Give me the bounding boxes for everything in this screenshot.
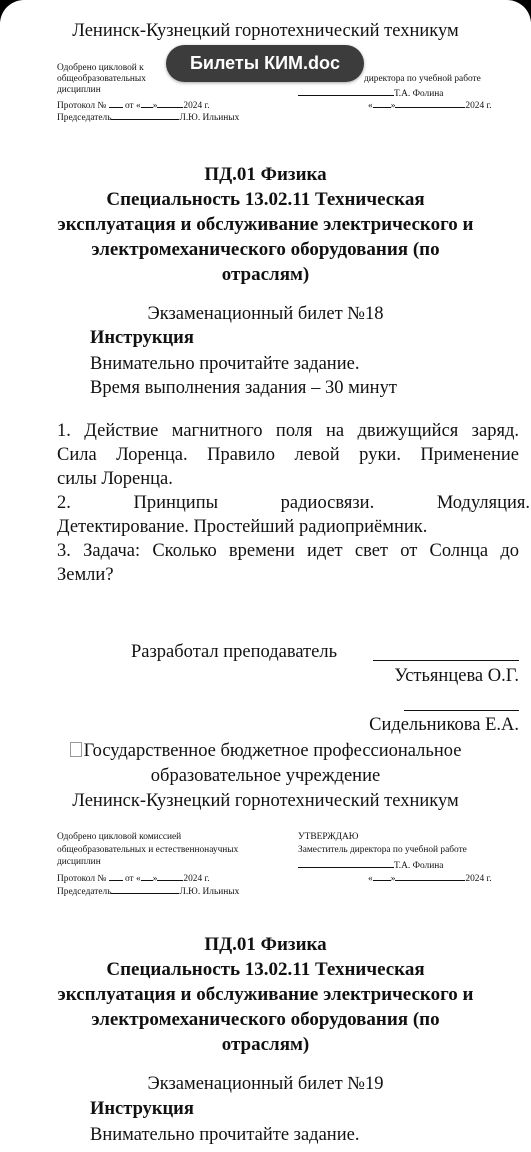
chairman-line — [57, 110, 239, 124]
director2-signature-blank — [298, 858, 394, 868]
chairman-label: Председатель — [57, 113, 112, 123]
protocol-close: » — [152, 101, 158, 111]
question-line-5: Детектирование. Простейший радиоприёмник. — [57, 517, 428, 537]
developer-label: Разработал преподаватель — [131, 642, 338, 662]
specialty-line-4: отраслям) — [221, 264, 310, 285]
ticket-title: Экзаменационный билет №18 — [147, 304, 384, 324]
director2-title: Заместитель директора по учебной работе — [298, 845, 467, 855]
institution-line-3: Ленинск-Кузнецкий горнотехнический техникум — [72, 791, 459, 811]
approval2-line2: общеобразовательных и естественнонаучных — [57, 845, 239, 855]
question-line-2: Сила Лоренца. Правило левой руки. Применение — [57, 445, 519, 465]
director-title: директора по учебной работе — [364, 74, 481, 84]
reviewer-signature-line — [404, 710, 519, 711]
protocol2-month-blank — [157, 871, 183, 881]
instruction-heading: Инструкция — [90, 328, 194, 348]
specialty-line-1: Специальность 13.02.11 Техническая — [106, 189, 425, 210]
subject2-title: ПД.01 Физика — [204, 934, 327, 955]
director-date-line — [368, 98, 492, 112]
approval-committee-line2: общеобразовательных — [57, 74, 146, 84]
approval-committee-line1: Одобрено цикловой к — [57, 63, 144, 73]
protocol-number-blank — [109, 98, 123, 108]
question-line-3: силы Лоренца. — [57, 469, 173, 489]
date-day-blank — [373, 98, 391, 108]
specialty2-line-2: эксплуатация и обслуживание электрического и — [57, 984, 474, 1005]
date-open: « — [368, 101, 373, 111]
protocol-day-blank — [141, 98, 153, 108]
director-signature-blank — [298, 86, 394, 96]
date-year: 2024 г. — [465, 101, 492, 111]
subject-title: ПД.01 Физика — [204, 164, 327, 185]
institution-line-2: образовательное учреждение — [150, 766, 381, 786]
developer-signature-line — [373, 660, 519, 661]
date-month-blank — [395, 98, 465, 108]
approve-label: УТВЕРЖДАЮ — [298, 832, 359, 842]
protocol-year: 2024 г. — [183, 101, 210, 111]
chairman2-label: Председатель — [57, 887, 112, 897]
institution-line-1 — [0, 740, 531, 762]
chairman2-line — [57, 884, 239, 898]
specialty-line-3: электромеханического оборудования (по — [91, 239, 440, 260]
protocol2-day-blank — [141, 871, 153, 881]
date2-year: 2024 г. — [465, 874, 492, 884]
document-title-pill[interactable]: Билеты КИМ.doc — [166, 45, 364, 82]
question-line-7: Земли? — [57, 565, 114, 585]
director2-name: Т.А. Фолина — [394, 861, 444, 871]
approval2-line1: Одобрено цикловой комиссией — [57, 832, 182, 842]
approval2-line3: дисциплин — [57, 857, 101, 867]
chairman2-signature-blank — [111, 884, 179, 894]
chairman2-name: Л.Ю. Ильиных — [179, 887, 240, 897]
instruction-line-1: Внимательно прочитайте задание. — [90, 354, 360, 374]
protocol-label: Протокол № — [57, 101, 107, 111]
chairman-signature-blank — [111, 110, 179, 120]
date2-day-blank — [373, 871, 391, 881]
director-name: Т.А. Фолина — [394, 89, 444, 99]
protocol-month-blank — [157, 98, 183, 108]
date2-close: » — [390, 874, 396, 884]
instruction-line-2: Время выполнения задания – 30 минут — [90, 378, 397, 398]
checkbox-glyph-icon — [70, 742, 82, 757]
institution-name: Ленинск-Кузнецкий горнотехнический техникум — [72, 21, 459, 41]
protocol2-line — [57, 871, 210, 885]
protocol2-number-blank — [109, 871, 123, 881]
specialty2-line-3: электромеханического оборудования (по — [91, 1009, 440, 1030]
specialty2-line-1: Специальность 13.02.11 Техническая — [106, 959, 425, 980]
specialty-line-2: эксплуатация и обслуживание электрического и — [57, 214, 474, 235]
protocol2-year: 2024 г. — [183, 874, 210, 884]
instruction2-heading: Инструкция — [90, 1099, 194, 1119]
question-line-4: 2. Принципы радиосвязи. Модуляция. — [57, 493, 531, 513]
protocol2-close: » — [152, 874, 158, 884]
director2-signature-line — [298, 858, 443, 872]
date-close: » — [390, 101, 396, 111]
reviewer-name: Сидельникова Е.А. — [369, 715, 519, 735]
developer-name: Устьянцева О.Г. — [394, 666, 519, 686]
chairman-name: Л.Ю. Ильиных — [179, 113, 240, 123]
date2-month-blank — [395, 871, 465, 881]
protocol2-from: от « — [124, 874, 141, 884]
approval-committee-line3: дисциплин — [57, 85, 101, 95]
date2-open: « — [368, 874, 373, 884]
question-line-6: 3. Задача: Сколько времени идет свет от Солнца до — [57, 541, 519, 561]
specialty2-line-4: отраслям) — [221, 1034, 310, 1055]
protocol-from: от « — [124, 101, 141, 111]
instruction2-line-1: Внимательно прочитайте задание. — [90, 1125, 360, 1145]
director2-date-line — [368, 871, 492, 885]
question-line-1: 1. Действие магнитного поля на движущийся заряд. — [57, 421, 519, 441]
institution-line-1-text: Государственное бюджетное профессиональное — [83, 741, 462, 761]
protocol2-label: Протокол № — [57, 874, 107, 884]
ticket2-title: Экзаменационный билет №19 — [147, 1074, 384, 1094]
